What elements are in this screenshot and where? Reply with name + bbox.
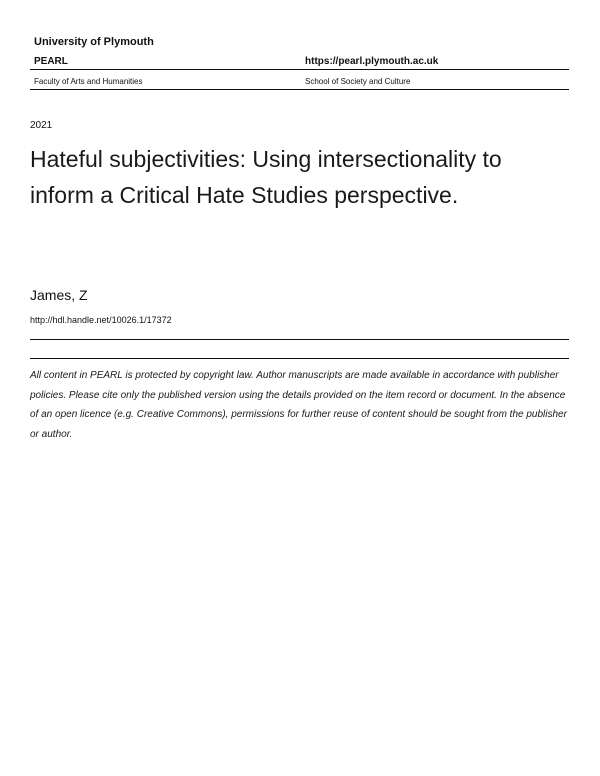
repository-url-link[interactable]: https://pearl.plymouth.ac.uk <box>305 56 439 67</box>
notice-divider-bottom <box>30 358 569 359</box>
faculty-name: Faculty of Arts and Humanities <box>34 77 143 86</box>
publication-year: 2021 <box>30 120 53 131</box>
faculty-divider <box>30 89 569 90</box>
header-divider <box>30 69 569 70</box>
school-name: School of Society and Culture <box>305 77 411 86</box>
author-name: James, Z <box>30 287 88 303</box>
repository-name: PEARL <box>34 56 68 67</box>
institution-name: University of Plymouth <box>34 36 154 48</box>
document-title: Hateful subjectivities: Using intersectionality to inform a Critical Hate Studies perspective. <box>30 146 502 208</box>
handle-link[interactable]: http://hdl.handle.net/10026.1/17372 <box>30 315 172 325</box>
copyright-notice: All content in PEARL is protected by copyright law. Author manuscripts are made available in accordance with publisher policies. Please cite only the published version using the details provided on the item record or document. In the absence of an open licence (e.g. Creative Commons), permissions for further reuse of content should be sought from the publisher or author. <box>30 370 567 440</box>
notice-divider-top <box>30 339 569 340</box>
